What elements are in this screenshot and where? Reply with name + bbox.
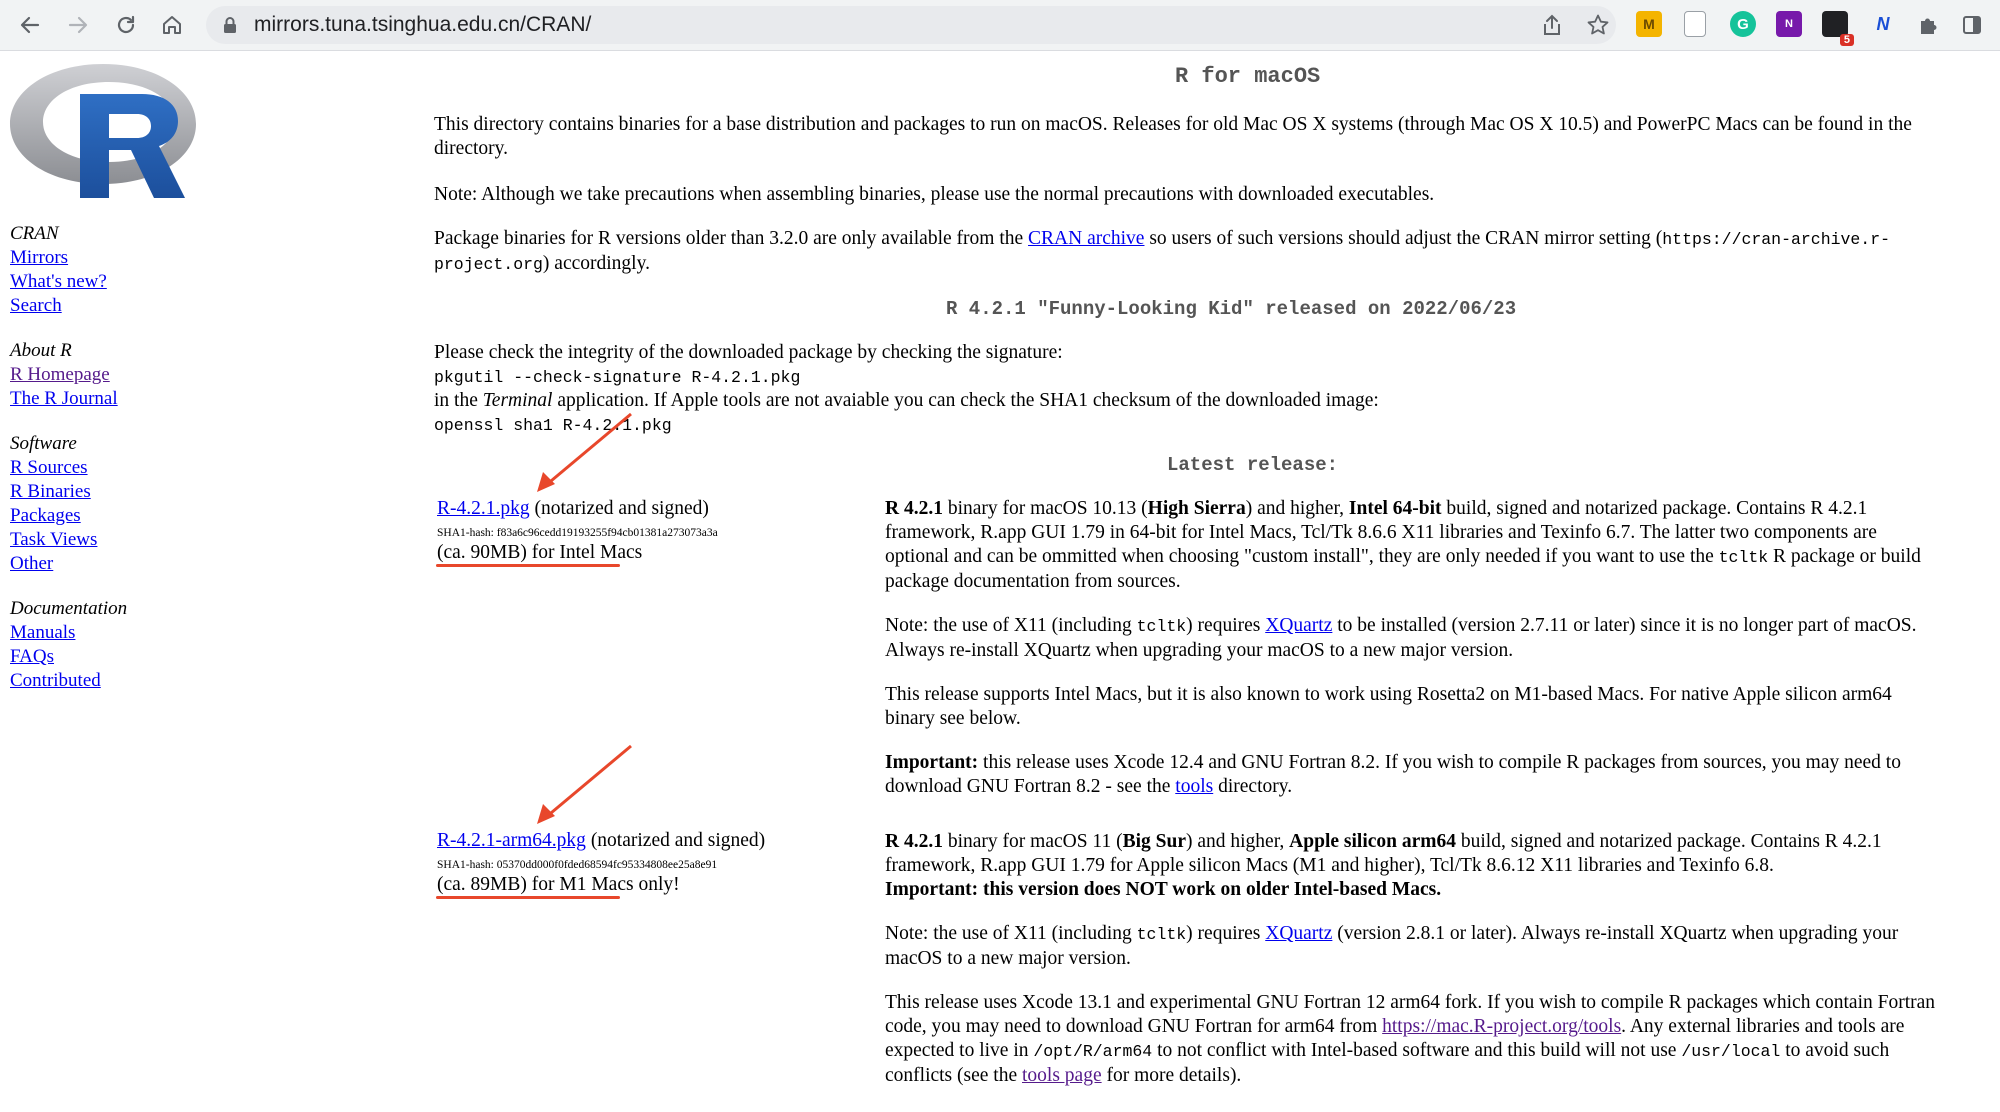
- back-icon[interactable]: [14, 9, 46, 41]
- intel-note-text: Note: the use of X11 (including: [885, 615, 1132, 636]
- important-label: Important:: [885, 752, 979, 773]
- intel-pkg-suffix: (notarized and signed): [534, 498, 709, 519]
- arm-note-text: (version 2.8.1 or later). Always re-install XQuartz when upgrading your macOS to a new major version.: [885, 923, 1899, 969]
- tcltk-code: tcltk: [1136, 925, 1187, 944]
- mac-r-project-tools-link[interactable]: https://mac.R-project.org/tools: [1382, 1016, 1622, 1037]
- sidebar-link-r-journal[interactable]: The R Journal: [10, 388, 118, 409]
- sidebar-link-task-views[interactable]: Task Views: [10, 529, 98, 550]
- intel-os-name: High Sierra: [1147, 498, 1246, 519]
- intel-pkg-size: (ca. 90MB) for Intel Macs: [437, 542, 643, 563]
- archive-text-end: ) accordingly.: [542, 253, 650, 274]
- release-heading: R 4.2.1 "Funny-Looking Kid" released on 2022/06/23: [946, 298, 1517, 320]
- tcltk-code: tcltk: [1718, 548, 1769, 567]
- xquartz-link[interactable]: XQuartz: [1265, 923, 1333, 944]
- intel-desc-text: build, signed and notarized package.: [1446, 498, 1732, 519]
- intel-sha1-hash: SHA1-hash: f83a6c96cedd19193255f94cb01381a273073a3a: [437, 527, 718, 539]
- openssl-command: openssl sha1 R-4.2.1.pkg: [434, 416, 672, 435]
- annotation-underline-arm: [436, 896, 620, 899]
- arm-os-name: Big Sur: [1122, 831, 1186, 852]
- side-panel-icon[interactable]: [1956, 9, 1988, 41]
- arm-desc-para-2: [885, 922, 1945, 971]
- extension-onenote-icon[interactable]: N: [1776, 11, 1802, 37]
- arm-fortran-text: to avoid such conflicts (see the: [885, 1040, 1890, 1086]
- sidebar-heading-documentation: Documentation: [10, 598, 128, 619]
- latest-release-heading: Latest release:: [1167, 454, 1339, 476]
- arm-description: [885, 830, 1945, 1108]
- arm-pkg-link[interactable]: R-4.2.1-arm64.pkg: [437, 830, 586, 851]
- intel-desc-para-3: This release supports Intel Macs, but it is also known to work using Rosetta2 on M1-based Macs. For native Apple silicon arm64 binary see below.: [885, 684, 1892, 729]
- arm-desc-text: build, signed and notarized package.: [1460, 831, 1746, 852]
- intel-arch: Intel 64-bit: [1348, 498, 1442, 519]
- intel-important-text: directory.: [1218, 776, 1293, 797]
- terminal-text-pre: in the: [434, 390, 478, 411]
- arm-version: R 4.2.1: [885, 831, 943, 852]
- intel-desc-text: R package or build package documentation from sources.: [885, 546, 1921, 592]
- intel-important-text: this release uses Xcode 12.4 and GNU Fortran 8.2. If you wish to compile R packages from sources, you may need to download GNU Fortran 8.2 - see the: [885, 752, 1901, 797]
- share-icon[interactable]: [1542, 14, 1562, 41]
- forward-icon[interactable]: [62, 9, 94, 41]
- arm-fortran-text: for more details).: [1106, 1065, 1242, 1086]
- sidebar-link-faqs[interactable]: FAQs: [10, 646, 54, 667]
- home-icon[interactable]: [156, 9, 188, 41]
- sidebar-heading-cran: CRAN: [10, 223, 59, 244]
- intro-text: This directory contains binaries for a base distribution and packages to run on macOS. Releases for old Mac OS X systems (through Mac OS X 10.5) and PowerPC Macs can be found in the: [434, 114, 1912, 135]
- terminal-text-post: application. If Apple tools are not avaiable you can check the SHA1 checksum of the downloaded image:: [557, 390, 1379, 411]
- arm-download: [437, 830, 765, 896]
- sidebar-link-manuals[interactable]: Manuals: [10, 622, 76, 643]
- tcltk-code: tcltk: [1136, 617, 1187, 636]
- intel-description: [885, 497, 1945, 819]
- url-text[interactable]: mirrors.tuna.tsinghua.edu.cn/CRAN/: [254, 13, 592, 36]
- intel-desc-para-1: [885, 497, 1945, 594]
- tools-page-link[interactable]: tools page: [1022, 1065, 1102, 1086]
- extension-badge: 5: [1840, 34, 1854, 46]
- arm-desc-text: Contains R 4.2.1 framework, R.app GUI 1.79 for Apple silicon Macs (M1 and higher), Tcl/Tk 8.6.12 X11 libraries and Texinfo 6.8.: [885, 831, 1882, 876]
- archive-url-code-2: project.org: [434, 255, 543, 274]
- sidebar-heading-about: About R: [10, 340, 72, 361]
- intel-note-text: ) requires: [1186, 615, 1261, 636]
- tools-link[interactable]: tools: [1175, 776, 1214, 797]
- intel-desc-para-4: [885, 751, 1945, 799]
- integrity-text: Please check the integrity of the downloaded package by checking the signature:: [434, 342, 1063, 363]
- sidebar-link-r-binaries[interactable]: R Binaries: [10, 481, 91, 502]
- xquartz-link[interactable]: XQuartz: [1265, 615, 1333, 636]
- arm-important-warning: Important: this version does NOT work on older Intel-based Macs.: [885, 879, 1442, 900]
- intel-desc-text: ) and higher,: [1245, 498, 1345, 519]
- arm-note-text: Note: the use of X11 (including: [885, 923, 1132, 944]
- note-paragraph: Note: Although we take precautions when assembling binaries, please use the normal precautions with downloaded executables.: [434, 184, 1435, 205]
- intro-paragraph: [434, 113, 1994, 161]
- arm-fortran-text: This release uses Xcode 13.1 and experimental GNU Fortran 12 arm64 fork. If you wish to compile R packages which contain Fortran code, you may need to download GNU Fortran for arm64 from: [885, 992, 1936, 1037]
- extension-dark-icon[interactable]: [1822, 11, 1850, 46]
- sidebar-link-whats-new[interactable]: What's new?: [10, 271, 107, 292]
- arm-pkg-suffix: (notarized and signed): [590, 830, 766, 851]
- sidebar-link-r-homepage[interactable]: R Homepage: [10, 364, 110, 385]
- arm-fortran-text: to not conflict with Intel-based software and this build will not use: [1157, 1040, 1677, 1061]
- extensions-puzzle-icon[interactable]: [1912, 9, 1944, 41]
- extension-grammarly-icon[interactable]: G: [1730, 11, 1756, 37]
- intel-download: [437, 498, 718, 564]
- arm-desc-para-1: [885, 830, 1945, 902]
- annotation-arrow-arm: [535, 742, 635, 826]
- usr-local-code: /usr/local: [1681, 1042, 1781, 1061]
- extension-doc-icon[interactable]: [1684, 11, 1706, 37]
- terminal-word: Terminal: [482, 390, 553, 411]
- r-logo: [8, 60, 198, 202]
- arm-desc-para-3: [885, 991, 1945, 1088]
- intel-pkg-link[interactable]: R-4.2.1.pkg: [437, 498, 530, 519]
- extension-m-icon[interactable]: M: [1636, 11, 1662, 37]
- sidebar-heading-software: Software: [10, 433, 77, 454]
- address-bar[interactable]: [206, 6, 1616, 44]
- intel-desc-text: binary for macOS 10.13 (: [947, 498, 1148, 519]
- archive-text-mid: so users of such versions should adjust the CRAN mirror setting (: [1149, 228, 1663, 249]
- bookmark-star-icon[interactable]: [1586, 13, 1610, 42]
- sidebar-link-r-sources[interactable]: R Sources: [10, 457, 88, 478]
- reload-icon[interactable]: [110, 9, 142, 41]
- arm-desc-text: ) and higher,: [1185, 831, 1285, 852]
- arm-desc-text: binary for macOS 11 (: [947, 831, 1123, 852]
- intro-text-2: directory.: [434, 138, 508, 159]
- intel-desc-text: Contains R 4.2.1 framework, R.app GUI 1.79 in 64-bit for Intel Macs, Tcl/Tk 8.6.6 X11 libraries and Texinfo 6.7. The latter two components are optional and can be ommitted when choosing "custom install", they are only needed if you want to use the: [885, 498, 1877, 567]
- arm-sha1-hash: SHA1-hash: 05370dd000f0fded68594fc95334808ee25a8e91: [437, 859, 718, 871]
- arm-pkg-size: (ca. 89MB) for M1 Macs only!: [437, 874, 680, 895]
- lock-icon[interactable]: [222, 16, 238, 39]
- archive-text-pre: Package binaries for R versions older than 3.2.0 are only available from the: [434, 228, 1024, 249]
- arm-note-text: ) requires: [1186, 923, 1261, 944]
- extension-n-icon[interactable]: N: [1876, 13, 1890, 34]
- page-title: R for macOS: [1175, 64, 1321, 89]
- annotation-arrow-intel: [535, 410, 635, 494]
- sidebar-link-mirrors[interactable]: Mirrors: [10, 247, 69, 268]
- arm-arch: Apple silicon arm64: [1289, 831, 1457, 852]
- pkgutil-command: pkgutil --check-signature R-4.2.1.pkg: [434, 368, 801, 387]
- intel-note-text: to be installed (version 2.7.11 or later) since it is no longer part of macOS. Always re-install XQuartz when upgrading your macOS to a new major version.: [885, 615, 1917, 661]
- archive-paragraph: [434, 227, 1994, 277]
- sidebar-link-other[interactable]: Other: [10, 553, 54, 574]
- archive-url-code: https://cran-archive.r-: [1662, 230, 1891, 249]
- browser-toolbar: [0, 0, 2000, 51]
- intel-desc-para-2: [885, 614, 1945, 663]
- sidebar: [10, 222, 270, 693]
- annotation-underline-intel: [436, 564, 620, 567]
- integrity-section: [434, 341, 1994, 437]
- sidebar-link-packages[interactable]: Packages: [10, 505, 81, 526]
- sidebar-link-search[interactable]: Search: [10, 295, 62, 316]
- intel-version: R 4.2.1: [885, 498, 943, 519]
- sidebar-link-contributed[interactable]: Contributed: [10, 670, 101, 691]
- arm-fortran-text: . Any external libraries and tools are expected to live in: [885, 1016, 1905, 1061]
- cran-archive-link[interactable]: CRAN archive: [1028, 228, 1145, 249]
- opt-r-arm64-code: /opt/R/arm64: [1033, 1042, 1153, 1061]
